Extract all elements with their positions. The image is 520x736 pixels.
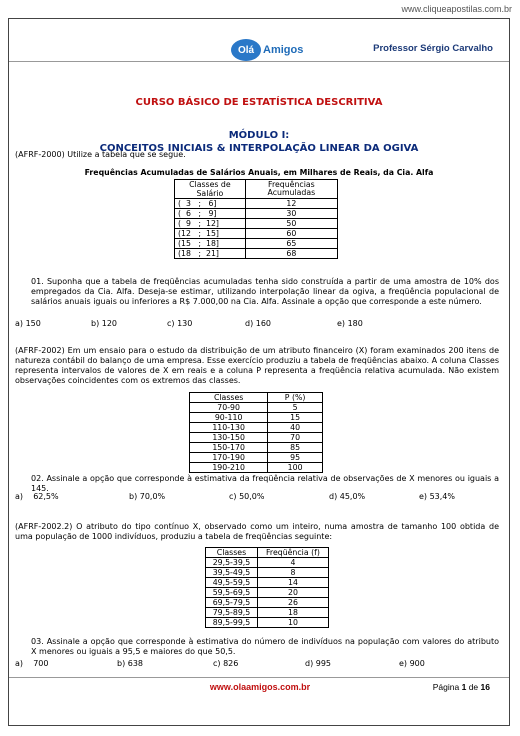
cell: 70	[268, 433, 323, 443]
cell: 14	[257, 578, 328, 588]
table-row	[206, 588, 329, 598]
cell: 130-150	[190, 433, 268, 443]
module-line-1: MÓDULO I:	[228, 130, 290, 141]
q1-table	[174, 179, 338, 259]
cell: 29,5-39,5	[206, 558, 258, 568]
table-row	[206, 618, 329, 628]
page-of: de	[468, 682, 479, 692]
cell: 49,5-59,5	[206, 578, 258, 588]
professor-name: Professor Sérgio Carvalho	[373, 43, 493, 54]
cell: 10	[257, 618, 328, 628]
table-row	[190, 403, 323, 413]
cell: 170-190	[190, 453, 268, 463]
q2-header-classes: Classes	[190, 393, 268, 403]
q2-options	[15, 492, 455, 502]
q3-header-classes: Classes	[206, 548, 258, 558]
option: c) 50,0%	[229, 492, 265, 501]
option: b) 638	[117, 659, 144, 668]
option: a) 700	[15, 659, 49, 668]
cell: 40	[268, 423, 323, 433]
course-title: CURSO BÁSICO DE ESTATÍSTICA DESCRITIVA	[135, 97, 383, 108]
page-label: Página	[432, 682, 460, 692]
option: a) 62,5%	[15, 492, 59, 501]
cell: 8	[257, 568, 328, 578]
cell: 39,5-49,5	[206, 568, 258, 578]
q1-intro: (AFRF-2000) Utilize a tabela que se segue.	[15, 150, 186, 159]
cell: (18 ; 21]	[175, 249, 246, 259]
option: e) 900	[399, 659, 425, 668]
cell: 79,5-89,5	[206, 608, 258, 618]
option: a) 150	[15, 319, 41, 328]
cell: 69,5-79,5	[206, 598, 258, 608]
cell: 4	[257, 558, 328, 568]
option: b) 120	[91, 319, 118, 328]
cell: 90-110	[190, 413, 268, 423]
cell: 20	[257, 588, 328, 598]
table-row	[175, 249, 338, 259]
page-number	[433, 682, 490, 692]
table-row	[190, 453, 323, 463]
page-frame	[8, 18, 510, 726]
cell: 30	[245, 209, 337, 219]
q1-text: 01. Suponha que a tabela de freqüências acumuladas tenha sido construída a partir de uma amostra de 10% dos empregados da Cia. Alfa. Deseja-se estimar, utilizando interpolação linear da ogiva, a freqüência populacional de salários anuais iguais ou inferiores a R$ 7.000,00 na Cia. Alfa. Assinale a opção que corresponde a este número.	[31, 277, 499, 306]
option: d) 160	[245, 319, 272, 328]
q2-text: 02. Assinale a opção que corresponde à estimativa da freqüência relativa de observações de X menores ou iguais a 145.	[31, 474, 499, 493]
module-line-2: CONCEITOS INICIAIS & INTERPOLAÇÃO LINEAR DA OGIVA	[99, 143, 419, 154]
option: d) 45,0%	[329, 492, 366, 501]
option: e) 53,4%	[419, 492, 455, 501]
option: b) 70,0%	[129, 492, 166, 501]
q3-text: 03. Assinale a opção que corresponde à estimativa do número de indivíduos na população com valores do atributo X menores ou iguais a 95,5 e maiores do que 50,5.	[31, 637, 499, 656]
logo-text: Amigos	[263, 44, 304, 56]
option: c) 826	[213, 659, 239, 668]
footer-link[interactable]: www.olaamigos.com.br	[209, 682, 311, 692]
logo-badge: Olá	[231, 39, 261, 61]
cell: 18	[257, 608, 328, 618]
page-current: 1	[461, 682, 467, 692]
cell: ( 9 ; 12]	[175, 219, 246, 229]
cell: 89,5-99,5	[206, 618, 258, 628]
table-row	[175, 229, 338, 239]
q3-intro: (AFRF-2002.2) O atributo do tipo contínuo X, observado como um inteiro, numa amostra de tamanho 100 obtida de uma população de 1000 indivíduos, produziu a tabela de freqüências seguinte:	[15, 522, 499, 541]
table-row	[206, 598, 329, 608]
table-row	[206, 578, 329, 588]
cell: 190-210	[190, 463, 268, 473]
option: d) 995	[305, 659, 332, 668]
cell: 68	[245, 249, 337, 259]
table-row	[190, 443, 323, 453]
table-row	[175, 209, 338, 219]
logo	[231, 39, 303, 61]
q3-table	[205, 547, 329, 628]
table-row	[175, 239, 338, 249]
table-row	[206, 558, 329, 568]
q1-header-freq: Frequências Acumuladas	[245, 180, 337, 199]
q3-options	[15, 659, 425, 669]
q2-header-p: P (%)	[268, 393, 323, 403]
table-row	[206, 608, 329, 618]
cell: 95	[268, 453, 323, 463]
table-row	[190, 413, 323, 423]
table-row	[175, 199, 338, 209]
q1-table-title: Frequências Acumuladas de Salários Anuais, em Milhares de Reais, da Cia. Alfa	[84, 168, 434, 177]
cell: 59,5-69,5	[206, 588, 258, 598]
q1-options	[15, 319, 363, 329]
cell: (12 ; 15]	[175, 229, 246, 239]
footer-divider	[9, 677, 509, 678]
cell: 15	[268, 413, 323, 423]
site-url: www.cliqueapostilas.com.br	[401, 4, 512, 14]
cell: 26	[257, 598, 328, 608]
q3-header-f: Freqüência (f)	[257, 548, 328, 558]
cell: ( 3 ; 6]	[175, 199, 246, 209]
cell: 70-90	[190, 403, 268, 413]
cell: 100	[268, 463, 323, 473]
cell: (15 ; 18]	[175, 239, 246, 249]
q1-header-classes: Classes de Salário	[175, 180, 246, 199]
cell: 110-130	[190, 423, 268, 433]
cell: 150-170	[190, 443, 268, 453]
cell: 5	[268, 403, 323, 413]
table-row	[175, 219, 338, 229]
q2-intro: (AFRF-2002) Em um ensaio para o estudo da distribuição de um atributo financeiro (X) foram examinados 200 itens de natureza contábil do balanço de uma empresa. Esse exercício produziu a tabela de freqüências abaixo. A coluna Classes representa intervalos de valores de X em reais e a coluna P representa a freqüência relativa acumulada. Não existem observações coincidentes com os extremos das classes.	[15, 346, 499, 385]
cell: 50	[245, 219, 337, 229]
cell: 12	[245, 199, 337, 209]
option: e) 180	[337, 319, 363, 328]
page-total: 16	[480, 682, 490, 692]
table-row	[190, 463, 323, 473]
header-divider	[9, 61, 509, 62]
cell: 65	[245, 239, 337, 249]
table-row	[190, 433, 323, 443]
q2-table	[189, 392, 323, 473]
cell: ( 6 ; 9]	[175, 209, 246, 219]
table-row	[190, 423, 323, 433]
cell: 85	[268, 443, 323, 453]
cell: 60	[245, 229, 337, 239]
option: c) 130	[167, 319, 193, 328]
table-row	[206, 568, 329, 578]
